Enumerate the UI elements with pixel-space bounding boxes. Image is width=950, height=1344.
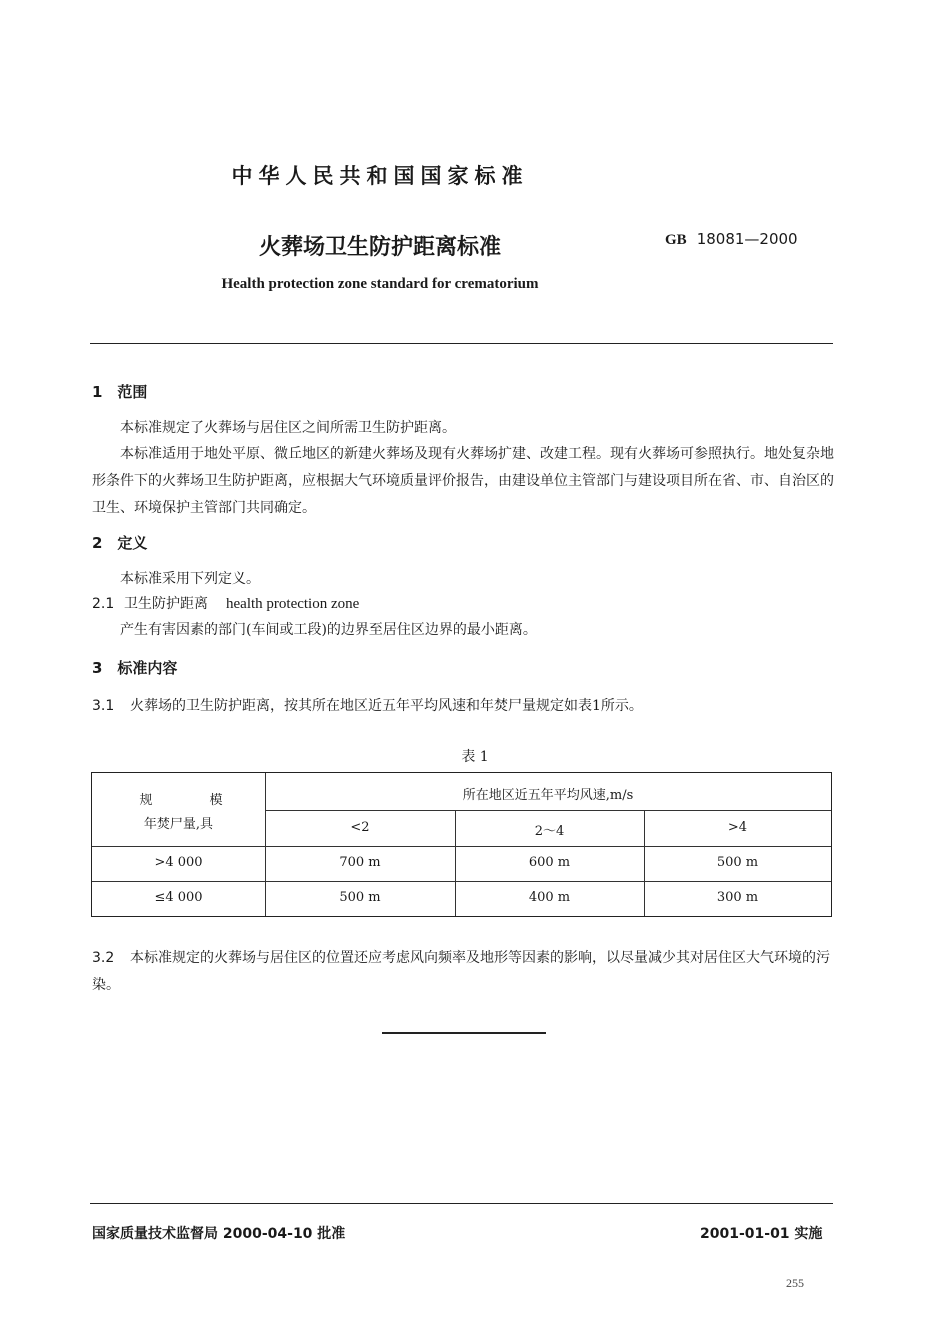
row-label-le4000: ≤4 000	[154, 890, 203, 905]
gb-prefix: GB	[665, 232, 687, 248]
document-title: 火葬场卫生防护距离标准	[258, 235, 501, 260]
standard-number	[665, 230, 798, 249]
table-cell: 300 m	[716, 890, 759, 905]
table-cell: 400 m	[528, 890, 571, 905]
end-of-text-rule	[382, 1032, 546, 1034]
page-number: 255	[786, 1276, 804, 1290]
approval-date: 国家质量技术监督局 2000-04-10 批准	[92, 1226, 346, 1242]
definition-text: 产生有害因素的部门(车间或工段)的边界至居住区边界的最小距离。	[120, 622, 537, 638]
section-1-heading: 1 范围	[92, 383, 148, 401]
table-line	[92, 846, 831, 847]
issuing-body-title: 中华人民共和国国家标准	[231, 164, 529, 188]
section-2-heading: 2 定义	[92, 534, 148, 552]
english-title: Health protection zone standard for crematorium	[221, 276, 539, 292]
column-header-lt2: <2	[350, 820, 370, 835]
clause-3-1	[92, 693, 643, 720]
header-divider	[90, 343, 833, 344]
table-cell: 500 m	[339, 890, 381, 905]
table-line	[265, 810, 831, 811]
clause-number: 3.1	[92, 698, 115, 714]
table-caption: 表 1	[461, 749, 489, 765]
column-header-2to4: 2～4	[534, 824, 565, 839]
section-1-paragraph-2: 本标准适用于地处平原、微丘地区的新建火葬场及现有火葬场扩建、改建工程。现有火葬场可参照执行。地处复杂地形条件下的火葬场卫生防护距离，应根据大气环境质量评价报告，由建设单位主管部门与建设项目所在省、市、自治区的卫生、环境保护主管部门共同确定。	[92, 446, 834, 516]
section-3-heading: 3 标准内容	[92, 659, 178, 677]
corner-label-scale-1: 规	[139, 793, 153, 808]
definition-term: 卫生防护距离	[124, 596, 208, 612]
section-1-paragraph-1: 本标准规定了火葬场与居住区之间所需卫生防护距离。	[120, 420, 456, 436]
table-line	[92, 881, 831, 882]
row-label-gt4000: >4 000	[154, 855, 203, 870]
definition-2-1	[92, 591, 359, 618]
wind-speed-header: 所在地区近五年平均风速,m/s	[462, 788, 634, 803]
table-cell: 700 m	[339, 855, 381, 870]
corner-label-annual-cremations: 年焚尸量,具	[143, 817, 214, 832]
definition-number: 2.1	[92, 596, 115, 612]
section-2-paragraph: 本标准采用下列定义。	[120, 571, 260, 587]
clause-text: 本标准规定的火葬场与居住区的位置还应考虑风向频率及地形等因素的影响，以尽量减少其对居住区大气环境的污染。	[92, 950, 830, 993]
footer-divider	[90, 1203, 833, 1204]
distance-table	[91, 772, 832, 917]
implementation-date: 2001-01-01 实施	[700, 1226, 823, 1242]
table-cell: 600 m	[528, 855, 571, 870]
definition-term-english: health protection zone	[226, 596, 360, 612]
column-header-gt4: >4	[727, 820, 748, 835]
clause-text: 火葬场的卫生防护距离，按其所在地区近五年平均风速和年焚尸量规定如表1所示。	[130, 698, 643, 714]
standard-code: 18081—2000	[696, 230, 798, 248]
clause-3-2	[92, 945, 835, 999]
table-cell: 500 m	[716, 855, 759, 870]
corner-label-scale-2: 模	[209, 793, 223, 808]
clause-number: 3.2	[92, 950, 115, 966]
